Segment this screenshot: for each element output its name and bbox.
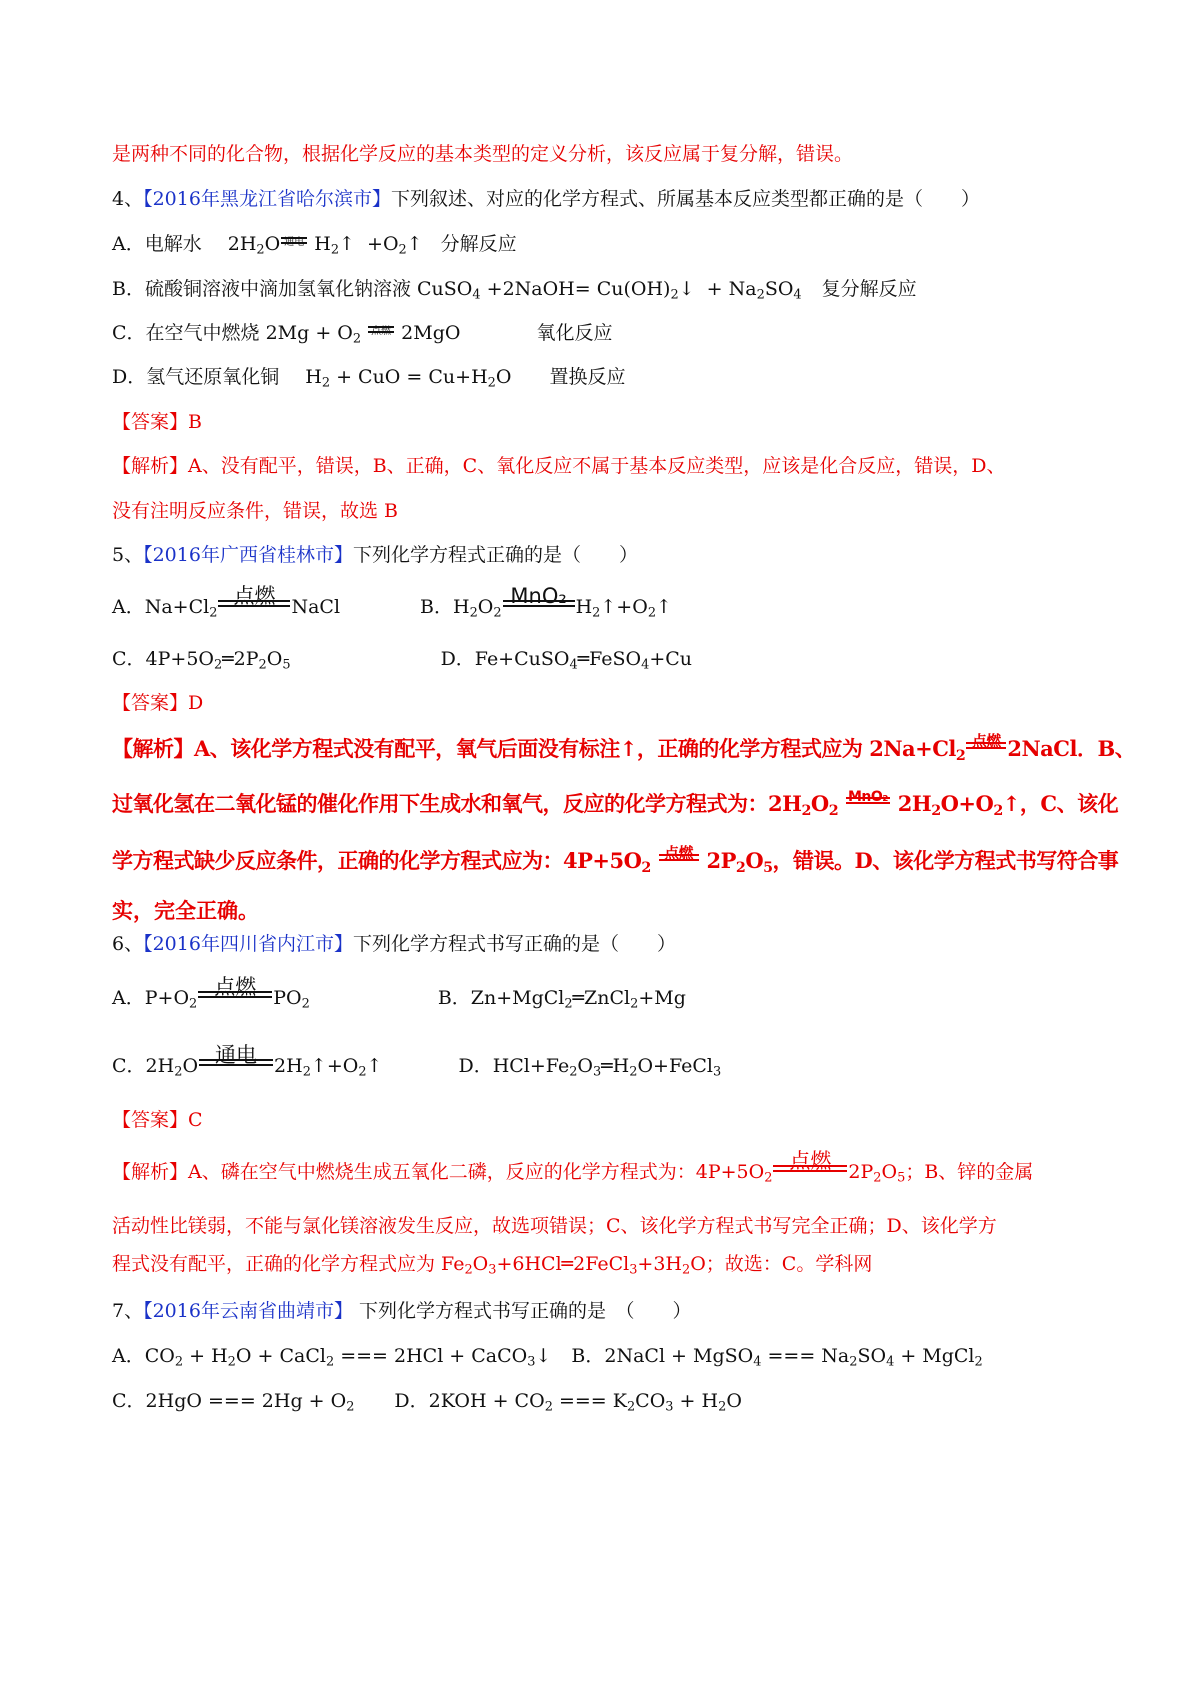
q4-b-type: 复分解反应 [821, 278, 917, 300]
q4-option-c: C．在空气中燃烧 $2Mg + O_2$ 点燃 2MgO 氧化反应 [112, 322, 613, 347]
q4-c-type: 氧化反应 [536, 322, 613, 344]
q7-a-label: A． [112, 1345, 145, 1367]
q5-b-label: B． [420, 596, 453, 618]
q5-question: 下列化学方程式正确的是（ ） [352, 544, 638, 566]
q6-analysis-line-3: 程式没有配平，正确的化学方程式应为 $Fe_2O_3+6HCl═2FeCl_3+3H_2O$；故选：C。学科网 [112, 1253, 873, 1278]
q7-stem [112, 1298, 1112, 1324]
q5-a-label: A． [112, 596, 145, 618]
q4-answer: 【答案】B [112, 411, 202, 433]
q5-b-condition: MnO₂ [503, 594, 575, 620]
q4-c-label: C．在空气中燃烧 [112, 322, 260, 344]
q4-c-condition: 点燃 [368, 320, 394, 346]
q5-stem [112, 542, 1112, 568]
q4-a-type: 分解反应 [440, 233, 517, 255]
q5-c-label: C． [112, 648, 146, 670]
q5-options-ab: A．$Na+Cl_2$ 点燃 NaCl B．$H_2O_2$ MnO₂ $H_2↑+O_2↑$ [112, 584, 672, 621]
q4-a-label: A．电解水 [112, 233, 202, 255]
q4-source: 【2016年黑龙江省哈尔滨市】 [143, 188, 391, 210]
q6-stem [112, 931, 1112, 957]
q5-source: 【2016年广西省桂林市】 [143, 544, 353, 566]
q4-stem [112, 186, 1112, 212]
q5-analysis-line-2: 过氧化氢在二氧化锰的催化作用下生成水和氧气，反应的化学方程式为：$2H_2O_2$ MnO₂ $2H_2O+O_2↑$，C、该化 [112, 789, 1119, 819]
q6-source: 【2016年四川省内江市】 [143, 933, 353, 955]
q5-d-label: D． [440, 648, 475, 670]
q5-analysis-line-1: 【解析】A、该化学方程式没有配平，氧气后面没有标注↑，正确的化学方程式应为 $2Na+Cl_2$ 点燃 2NaCl．B、 [112, 731, 1136, 764]
q6-a-condition: 点燃 [198, 985, 272, 1011]
q5-analysis-line-3: 学方程式缺少反应条件，正确的化学方程式应为：$4P+5O_2$ 点燃 $2P_2O_5$，错误。D、该化学方程式书写符合事 [112, 843, 1119, 876]
q6-c-condition: 通电 [199, 1053, 273, 1079]
q7-source: 【2016年云南省曲靖市】 [143, 1300, 353, 1322]
q4-number: 4、 [112, 188, 144, 210]
q4-d-type: 置换反应 [549, 366, 626, 388]
q7-number: 7、 [112, 1300, 144, 1322]
q4-a-condition: 通电 [281, 231, 307, 257]
q5-answer: 【答案】D [112, 692, 204, 714]
q6-d-label: D． [458, 1055, 493, 1077]
q5-options-cd: C．$4P+5O_2═2P_2O_5$ D．Fe+CuSO$_4$═FeSO$_4$+Cu [112, 648, 693, 673]
q4-option-d: D．氢气还原氧化铜 $H_2$ + CuO = $Cu+H_2O$ 置换反应 [112, 366, 626, 391]
q7-options-ab: A．$CO_2 + H_2O$ + CaCl$_2$ === 2HCl + CaCO$_3$↓ B．2NaCl + MgSO$_4$ === $Na_2SO_4$ + MgCl$_2$ [112, 1345, 983, 1370]
q6-c-label: C． [112, 1055, 146, 1077]
q7-options-cd: C．2HgO === $2Hg + O_2$ D．$2KOH + CO_2$ === $K_2CO_3 + H_2O$ [112, 1390, 742, 1415]
q7-c-label: C． [112, 1390, 146, 1412]
q5-a-condition: 点燃 [218, 594, 290, 620]
q5-number: 5、 [112, 544, 144, 566]
q7-b-label: B． [571, 1345, 605, 1367]
q6-answer: 【答案】C [112, 1109, 203, 1131]
intro-line: 是两种不同的化合物，根据化学反应的基本类型的定义分析，该反应属于复分解，错误。 [112, 143, 854, 165]
q6-a-label: A． [112, 987, 145, 1009]
q4-option-b: B．硫酸铜溶液中滴加氢氧化钠溶液 CuSO$_4$ +2NaOH= $Cu(OH)_2↓ + Na_2SO_4$ 复分解反应 [112, 278, 917, 303]
q6-analysis-line-2: 活动性比镁弱，不能与氯化镁溶液发生反应，故选项错误；C、该化学方程式书写完全正确；D、该化学方 [112, 1215, 997, 1237]
q6-analysis-line-1: 【解析】A、磷在空气中燃烧生成五氧化二磷，反应的化学方程式为：$4P+5O_2$ 点燃 $2P_2O_5$；B、锌的金属 [112, 1149, 1034, 1186]
q4-b-label: B．硫酸铜溶液中滴加氢氧化钠溶液 [112, 278, 411, 300]
q5-an3-condition: 点燃 [659, 848, 699, 874]
q7-d-label: D． [394, 1390, 429, 1412]
q6-question: 下列化学方程式书写正确的是（ ） [352, 933, 676, 955]
q6-b-label: B． [437, 987, 471, 1009]
q4-d-label: D．氢气还原氧化铜 [112, 366, 280, 388]
q4-analysis-line-1: 【解析】A、没有配平，错误，B、正确，C、氧化反应不属于基本反应类型，应该是化合反应，错误，D、 [112, 455, 1006, 477]
q6-options-cd: C．$2H_2O$ 通电 $2H_2↑+O_2↑$ D．$HCl+Fe_2O_3═H_2O+FeCl_3$ [112, 1043, 722, 1080]
q6-options-ab: A．$P+O_2$ 点燃 $PO_2$ B．Zn+MgCl$_2$═ZnCl$_2$+Mg [112, 975, 686, 1012]
q6-an1-condition: 点燃 [773, 1159, 847, 1185]
q4-option-a: A．电解水 $2H_2O$ 通电 $H_2↑$ $+O_2↑$ 分解反应 [112, 233, 517, 258]
q5-an2-condition: MnO₂ [846, 791, 890, 817]
q7-question: 下列化学方程式书写正确的是 （ ） [359, 1300, 692, 1322]
q5-an1-condition: 点燃 [966, 736, 1006, 762]
q5-analysis-line-4: 实，完全正确。 [112, 898, 259, 923]
q4-analysis-line-2: 没有注明反应条件，错误，故选 B [112, 500, 399, 522]
q6-number: 6、 [112, 933, 144, 955]
q4-question: 下列叙述、对应的化学方程式、所属基本反应类型都正确的是（ ） [390, 188, 980, 210]
